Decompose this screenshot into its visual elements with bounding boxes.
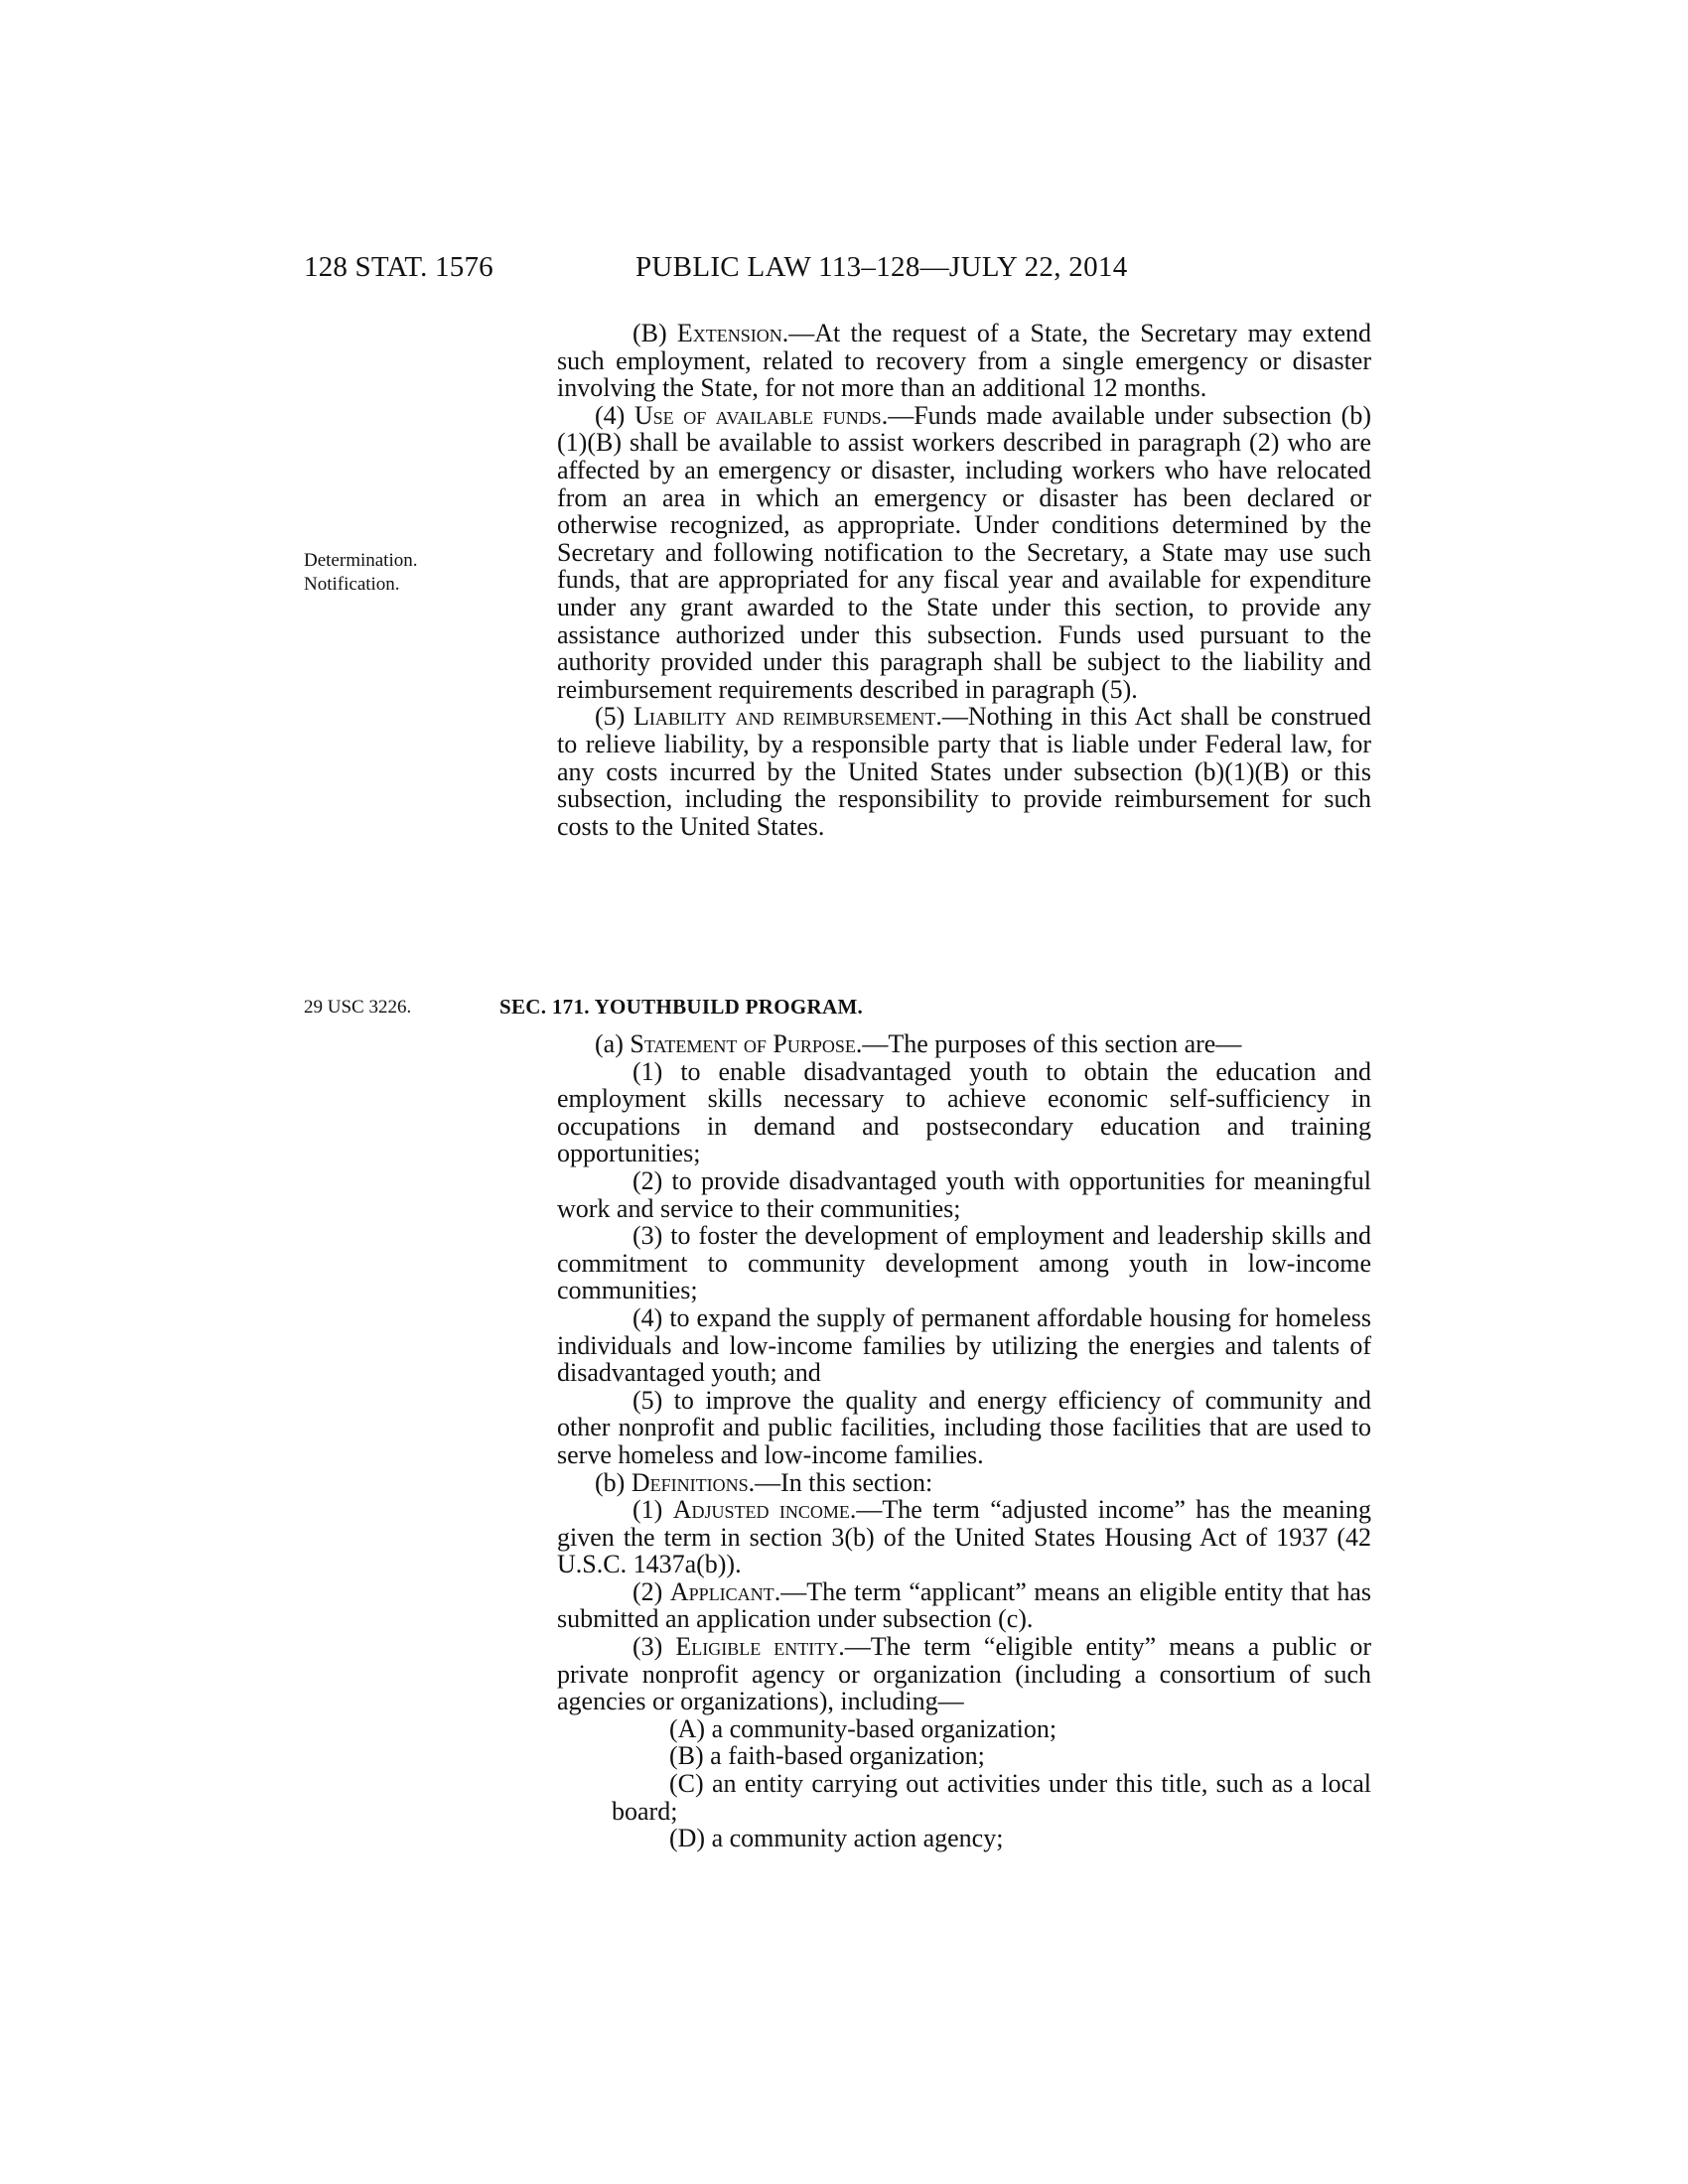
top-text-block	[557, 320, 1371, 840]
small-caps-heading: Extension	[676, 319, 782, 347]
small-caps-heading: Definitions	[631, 1467, 749, 1497]
subsection-b	[557, 1469, 1371, 1497]
small-caps-heading: Statement of Purpose	[630, 1029, 856, 1058]
section-body	[557, 1030, 1371, 1852]
margin-note-notification: Notification.	[304, 574, 400, 595]
paragraph-text: .—At the request of a State, the Secretary may extend such employment, related to recovery from a single emergency or disaster involving the State, for not more than an additional 12 months.	[557, 319, 1371, 403]
small-caps-heading: Applicant	[669, 1576, 774, 1606]
purpose-item: (2) to provide disadvantaged youth with opportunities for meaningful work and service to their communities;	[557, 1165, 1371, 1223]
purpose-item: (3) to foster the development of employment and leadership skills and commitment to community development among youth in low-income communities;	[557, 1221, 1371, 1305]
definition-adjusted-income	[557, 1496, 1371, 1578]
definition-eligible-entity	[557, 1633, 1371, 1715]
margin-note-usc: 29 USC 3226.	[304, 997, 412, 1018]
definition-applicant	[557, 1578, 1371, 1633]
small-caps-heading: Use of available funds	[633, 400, 882, 430]
paragraph-text: .—The term “applicant” means an eligible entity that has submitted an application under subsection (c).	[557, 1576, 1371, 1634]
list-item: (D) a community action agency;	[669, 1824, 1004, 1853]
small-caps-heading: Eligible entity	[675, 1632, 839, 1662]
label: (1)	[633, 1495, 673, 1525]
stat-reference: 128 STAT. 1576	[304, 251, 493, 283]
paragraph-text: .—Funds made available under subsection (b)(1)(B) shall be available to assist workers described in paragraph (2) who are affected by an emergency or disaster, including workers who have relocated from an area in which an emergency or disaster has been declared or otherwise recognized, as appropriate. Under conditions determined by the Secretary and following notification to the Secretary, a State may use such funds, that are appropriated for any fiscal year and available for expenditure under any grant awarded to the State under this section, to provide any assistance authorized under this subsection. Funds used pursuant to the authority provided under this paragraph shall be subject to the liability and reimbursement requirements described in paragraph (5).	[557, 400, 1371, 704]
label: (b)	[595, 1467, 632, 1497]
paragraph-text: .—Nothing in this Act shall be construed to relieve liability, by a responsible party that is liable under Federal law, for any costs incurred by the United States under subsection (b)(1)(B) or this subsection, including the responsibility to provide reimbursement for such costs to the United States.	[557, 702, 1372, 841]
list-item: (C) an entity carrying out activities under this title, such as a local board;	[612, 1769, 1371, 1826]
eligible-entity-list	[557, 1715, 1371, 1852]
purpose-item: (4) to expand the supply of permanent affordable housing for homeless individuals and low-income families by utilizing the energies and talents of disadvantaged youth; and	[557, 1302, 1371, 1388]
subsection-a	[557, 1030, 1371, 1058]
small-caps-heading: Adjusted income	[672, 1495, 850, 1525]
label: (B)	[633, 319, 677, 347]
paragraph-4-use-of-funds	[557, 402, 1371, 704]
paragraph-b-extension	[557, 320, 1371, 402]
section-heading: SEC. 171. YOUTHBUILD PROGRAM.	[499, 995, 864, 1019]
list-item: (B) a faith-based organization;	[669, 1741, 985, 1771]
paragraph-text: .—The term “adjusted income” has the meaning given the term in section 3(b) of the United States Housing Act of 1937 (42 U.S.C. 1437a(b)).	[557, 1495, 1371, 1579]
label: (2)	[633, 1576, 670, 1606]
purpose-item: (1) to enable disadvantaged youth to obtain the education and employment skills necessary to achieve economic self-sufficiency in occupations in demand and postsecondary education and training opportunities;	[557, 1056, 1371, 1168]
paragraph-5-liability	[557, 703, 1371, 840]
label: (a)	[595, 1029, 631, 1058]
label: (5)	[595, 702, 634, 732]
paragraph-text: .—In this section:	[748, 1467, 933, 1497]
label: (4)	[595, 400, 634, 430]
list-item: (A) a community-based organization;	[669, 1713, 1057, 1743]
page-title: PUBLIC LAW 113–128—JULY 22, 2014	[635, 251, 1128, 283]
paragraph-text: .—The purposes of this section are—	[855, 1029, 1242, 1058]
label: (3)	[633, 1632, 676, 1662]
small-caps-heading: Liability and reimbursement	[633, 702, 936, 732]
purpose-item: (5) to improve the quality and energy efficiency of community and other nonprofit and public facilities, including those facilities that are used to serve homeless and low-income families.	[557, 1385, 1371, 1469]
paragraph-text: .—The term “eligible entity” means a public or private nonprofit agency or organization (including a consortium of such agencies or organizations), including—	[557, 1632, 1371, 1716]
margin-note-determination: Determination.	[304, 550, 418, 571]
